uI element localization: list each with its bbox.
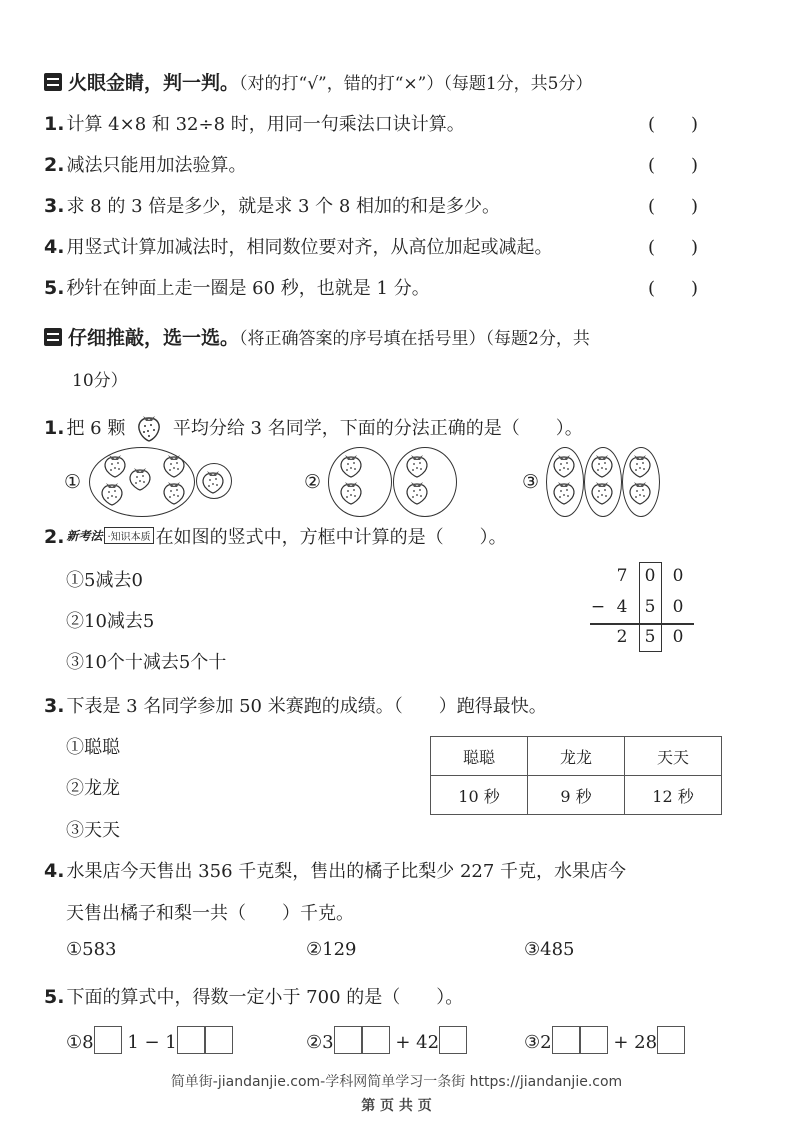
answer-paren-3[interactable]: ( )	[648, 196, 699, 217]
highlight-box	[639, 562, 662, 652]
digit: 5	[644, 627, 656, 647]
section-two-icon	[44, 73, 62, 91]
q1-option-3-group-c	[622, 447, 660, 517]
q3-option-3[interactable]: ③天天	[66, 820, 120, 841]
option-expression: + 42	[395, 1032, 440, 1053]
section-three-icon	[44, 328, 62, 346]
item-text: 减法只能用加法验算。	[66, 155, 247, 176]
q2-option-1[interactable]: ①5减去0	[66, 570, 143, 591]
q3-option-2[interactable]: ②龙龙	[66, 778, 120, 799]
answer-paren-4[interactable]: ( )	[648, 237, 699, 258]
q1-option-2-label[interactable]: ②	[304, 471, 322, 493]
q2-option-3[interactable]: ③10个十减去5个十	[66, 652, 227, 673]
digit-blank[interactable]	[580, 1026, 608, 1054]
q1-option-2-group-b	[393, 447, 457, 517]
q1-option-2-group-a	[328, 447, 392, 517]
section-two-note: （对的打“√”，错的打“×”）（每题1分，共5分）	[239, 74, 593, 94]
table-header-row	[431, 737, 722, 776]
digit: 0	[672, 566, 684, 586]
section-three-note: （将正确答案的序号填在括号里）（每题2分，共	[239, 329, 590, 349]
answer-paren-2[interactable]: ( )	[648, 155, 699, 176]
section-three-title: 仔细推敲，选一选。	[68, 327, 240, 349]
item-text: 计算 4×8 和 32÷8 时，用同一句乘法口诀计算。	[66, 114, 465, 135]
table-row	[431, 776, 722, 815]
item-text: 秒针在钟面上走一圈是 60 秒，也就是 1 分。	[66, 278, 430, 299]
watermark-text: 简单街-jiandanjie.com-学科网简单学习一条街 https://jiandanjie.com	[170, 1074, 623, 1090]
item-number: 2.	[44, 154, 65, 176]
question-text-a: 把 6 颗	[66, 418, 126, 439]
q5-option-1[interactable]	[66, 1026, 233, 1054]
option-label: ②3	[306, 1032, 334, 1053]
q1-option-3-label[interactable]: ③	[522, 471, 540, 493]
item-number: 3.	[44, 195, 65, 217]
table-header-cell: 龙龙	[528, 737, 625, 776]
knowledge-tag: ·知识本质	[104, 527, 153, 544]
table-cell: 12 秒	[625, 776, 722, 815]
item-number: 1.	[44, 113, 65, 135]
q2-option-2[interactable]: ②10减去5	[66, 611, 155, 632]
digit: 0	[644, 566, 656, 586]
race-results-table	[430, 736, 722, 815]
digit-blank[interactable]	[657, 1026, 685, 1054]
q1-option-3-group-a	[546, 447, 584, 517]
q4-option-1[interactable]: ①583	[66, 939, 117, 960]
digit: 4	[616, 597, 628, 617]
judge-item-2	[44, 151, 246, 177]
option-expression: + 28	[613, 1032, 658, 1053]
q4-option-2[interactable]: ②129	[306, 939, 357, 960]
question-number: 1.	[44, 417, 65, 439]
answer-paren-1[interactable]: ( )	[648, 114, 699, 135]
q1-option-3-group-b	[584, 447, 622, 517]
q5-option-3[interactable]	[524, 1026, 685, 1054]
question-text: 下面的算式中，得数一定小于 700 的是（ ）。	[66, 987, 464, 1008]
question-text: 下表是 3 名同学参加 50 米赛跑的成绩。（ ）跑得最快。	[66, 696, 547, 717]
item-text: 用竖式计算加减法时，相同数位要对齐，从高位加起或减起。	[66, 237, 553, 258]
option-label: ①8	[66, 1032, 94, 1053]
section-two-header	[44, 68, 593, 95]
digit-blank[interactable]	[334, 1026, 362, 1054]
question-text-b: 平均分给 3 名同学，下面的分法正确的是（ ）。	[172, 418, 583, 439]
table-cell: 9 秒	[528, 776, 625, 815]
question-number: 4.	[44, 860, 65, 882]
q1-option-1-group-a	[89, 447, 195, 517]
digit: 0	[672, 597, 684, 617]
digit-blank[interactable]	[552, 1026, 580, 1054]
table-header-cell: 天天	[625, 737, 722, 776]
q4-option-3[interactable]: ③485	[524, 939, 575, 960]
q1-option-1-label[interactable]: ①	[64, 471, 82, 493]
item-number: 5.	[44, 277, 65, 299]
question-number: 5.	[44, 986, 65, 1008]
question-number: 2.	[44, 526, 65, 548]
choice-question-5	[44, 983, 463, 1009]
choice-question-2	[44, 523, 507, 549]
table-cell: 10 秒	[431, 776, 528, 815]
answer-paren-5[interactable]: ( )	[648, 278, 699, 299]
option-expression: 1 − 1	[127, 1032, 177, 1053]
choice-question-3	[44, 692, 547, 718]
digit: 5	[644, 597, 656, 617]
judge-item-3	[44, 192, 500, 218]
digit: 2	[616, 627, 628, 647]
question-text: 在如图的竖式中，方框中计算的是（ ）。	[155, 527, 507, 548]
page-footer: 第 页 共 页	[361, 1098, 432, 1114]
item-text: 求 8 的 3 倍是多少，就是求 3 个 8 相加的和是多少。	[66, 196, 501, 217]
q1-option-1-group-b	[196, 463, 232, 499]
digit-blank[interactable]	[205, 1026, 233, 1054]
q5-option-2[interactable]	[306, 1026, 467, 1054]
judge-item-1	[44, 110, 465, 136]
item-number: 4.	[44, 236, 65, 258]
digit-blank[interactable]	[177, 1026, 205, 1054]
digit-blank[interactable]	[362, 1026, 390, 1054]
digit: 0	[672, 627, 684, 647]
digit-blank[interactable]	[439, 1026, 467, 1054]
strawberry-icon	[135, 412, 163, 442]
new-method-tag: 新考法	[66, 529, 103, 543]
question-text-line1: 水果店今天售出 356 千克梨，售出的橘子比梨少 227 千克，水果店今	[66, 861, 627, 882]
judge-item-5	[44, 274, 430, 300]
digit-blank[interactable]	[94, 1026, 122, 1054]
digit: 7	[616, 566, 628, 586]
table-header-cell: 聪聪	[431, 737, 528, 776]
choice-question-1	[44, 412, 583, 442]
q3-option-1[interactable]: ①聪聪	[66, 737, 120, 758]
question-number: 3.	[44, 695, 65, 717]
question-text-line2: 天售出橘子和梨一共（ ）千克。	[66, 903, 354, 924]
judge-item-4	[44, 233, 552, 259]
section-three-header	[44, 323, 590, 350]
section-two-title: 火眼金睛，判一判。	[68, 72, 240, 94]
section-three-note-cont: 10分）	[72, 371, 128, 391]
minus-sign: −	[590, 597, 606, 617]
option-label: ③2	[524, 1032, 552, 1053]
choice-question-4	[44, 857, 626, 883]
